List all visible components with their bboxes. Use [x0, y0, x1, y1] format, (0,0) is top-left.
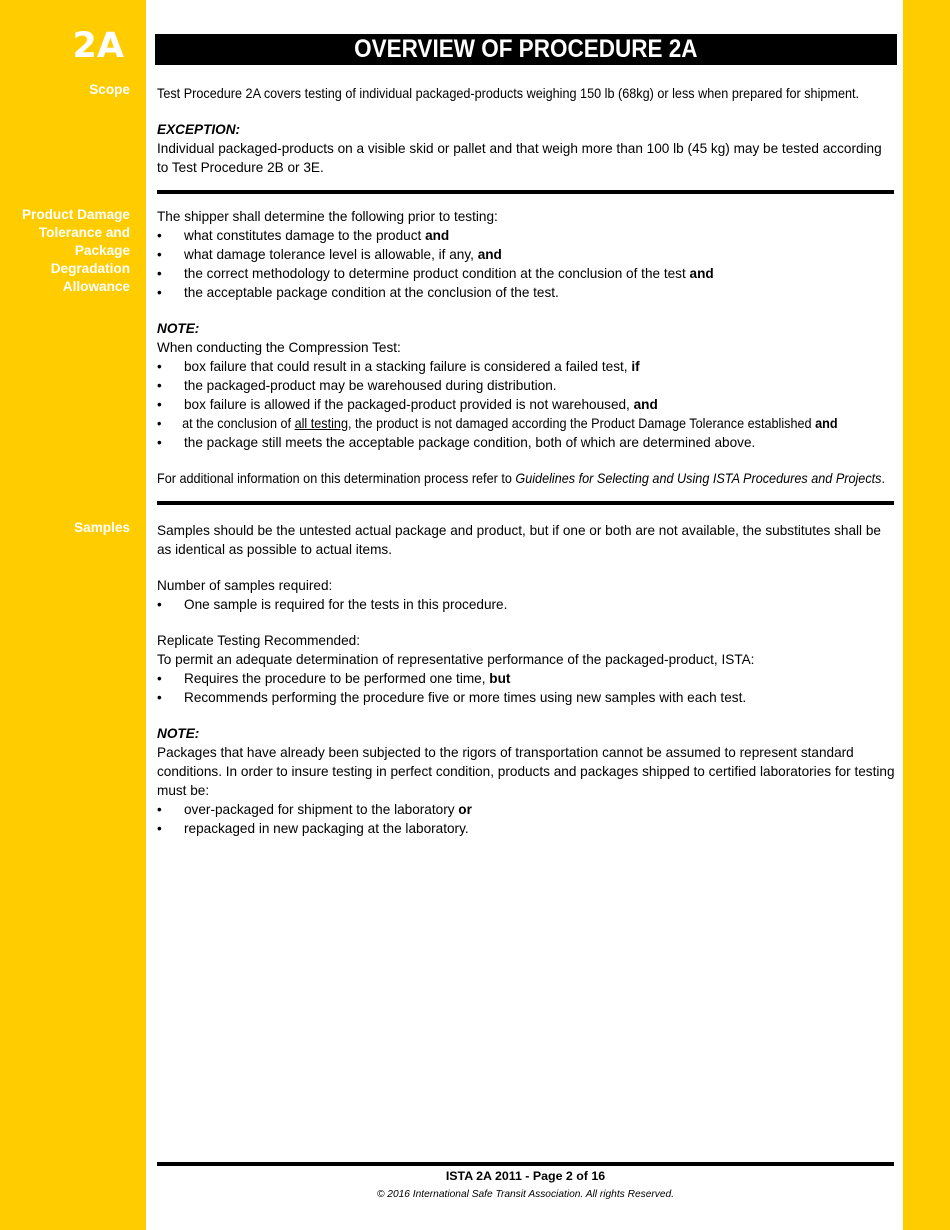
list-item: • repackaged in new packaging at the laboratory. — [157, 819, 895, 838]
scope-intro: Test Procedure 2A covers testing of individual packaged-products weighing 150 lb (68kg) or less when prepared for shipment. — [157, 86, 860, 101]
tolerance-section — [157, 207, 895, 488]
side-label-scope: Scope — [89, 82, 130, 97]
footer-copyright: © 2016 International Safe Transit Association. All rights Reserved. — [376, 1189, 675, 1200]
replicate-label: Replicate Testing Recommended: — [157, 633, 361, 648]
list-item: • box failure that could result in a stacking failure is considered a failed test, if — [157, 357, 895, 376]
side-label-tolerance: Product Damage Tolerance and Package Degradation Allowance — [21, 207, 130, 294]
list-item: • the correct methodology to determine product condition at the conclusion of the test and — [157, 264, 895, 283]
note-label: NOTE: — [157, 726, 200, 741]
samples-note-text: Packages that have already been subjected to the rigors of transportation cannot be assumed to represent standard conditions. In order to insure testing in perfect condition, products and packages shipped to certified laboratories for testing must be: — [157, 745, 895, 798]
section-divider — [157, 501, 894, 505]
list-item: • what damage tolerance level is allowable, if any, and — [157, 245, 895, 264]
samples-number-label: Number of samples required: — [157, 578, 333, 593]
list-item: • box failure is allowed if the packaged-product provided is not warehoused, and — [157, 395, 895, 414]
list-item: • what constitutes damage to the product and — [157, 226, 895, 245]
samples-section — [157, 521, 895, 838]
guidelines-reference: Guidelines for Selecting and Using ISTA Procedures and Projects — [515, 471, 882, 486]
section-divider — [157, 190, 894, 194]
footer-divider — [157, 1162, 894, 1166]
procedure-code: 2A — [72, 26, 124, 66]
tolerance-intro: The shipper shall determine the following prior to testing: — [157, 209, 498, 224]
additional-info: For additional information on this determination process refer to Guidelines for Selecting and Using ISTA Procedures and Projects. — [157, 471, 886, 486]
right-margin-bar — [903, 0, 950, 1230]
list-item: • at the conclusion of all testing, the product is not damaged according the Product Damage Tolerance established and — [157, 414, 843, 433]
list-item: • over-packaged for shipment to the laboratory or — [157, 800, 895, 819]
samples-intro: Samples should be the untested actual package and product, but if one or both are not available, the substitutes shall be as identical as possible to actual items. — [157, 523, 881, 557]
note-intro: When conducting the Compression Test: — [157, 340, 401, 355]
list-item: • the package still meets the acceptable package condition, both of which are determined above. — [157, 433, 895, 452]
list-item: • the acceptable package condition at the conclusion of the test. — [157, 283, 895, 302]
list-item: • Recommends performing the procedure five or more times using new samples with each test. — [157, 688, 895, 707]
page-title: OVERVIEW OF PROCEDURE 2A — [155, 34, 897, 65]
exception-label: EXCEPTION: — [157, 122, 241, 137]
list-item: • Requires the procedure to be performed one time, but — [157, 669, 895, 688]
replicate-intro: To permit an adequate determination of representative performance of the packaged-product, ISTA: — [157, 652, 755, 667]
side-label-samples: Samples — [74, 520, 130, 535]
left-sidebar — [0, 0, 146, 1230]
list-item: • the packaged-product may be warehoused during distribution. — [157, 376, 895, 395]
footer-page-number: ISTA 2A 2011 - Page 2 of 16 — [445, 1169, 606, 1183]
note-label: NOTE: — [157, 321, 200, 336]
list-item: • One sample is required for the tests in this procedure. — [157, 595, 895, 614]
exception-text: Individual packaged-products on a visible skid or pallet and that weigh more than 100 lb (45 kg) may be tested according to Test Procedure 2B or 3E. — [157, 141, 882, 175]
scope-section — [157, 84, 895, 177]
